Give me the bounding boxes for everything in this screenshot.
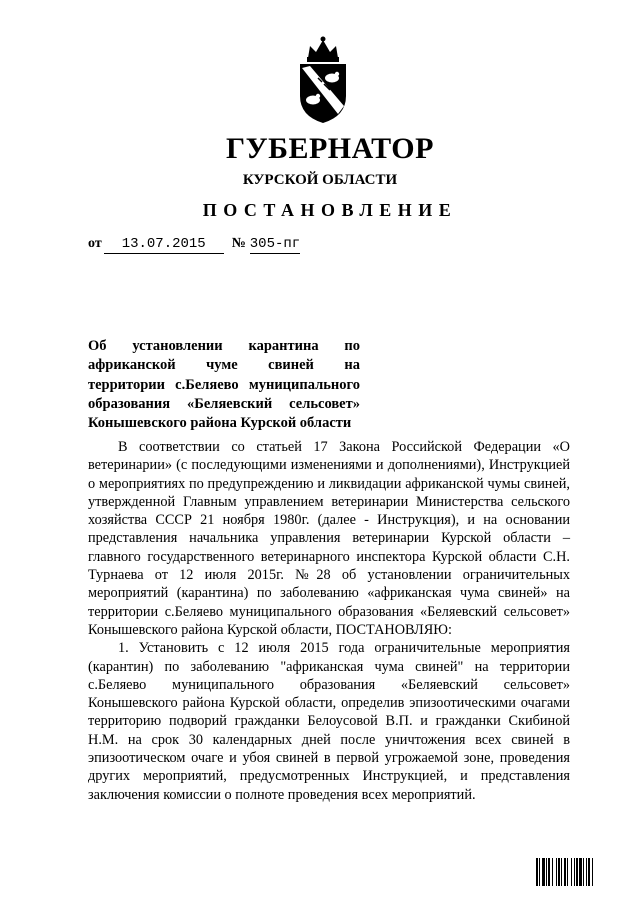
date-value: 13.07.2015: [104, 235, 224, 254]
page-title: ГУБЕРНАТОР: [226, 132, 434, 165]
coat-of-arms-emblem: [288, 34, 358, 126]
body-paragraph: 1. Установить с 12 июля 2015 года ограничительные мероприятия (карантин) по заболеванию "африканская чума свиней" на территории с.Беляево муниципального образования «Беляевский сельсовет» Конышевского района Курской области, определив эпизоотическими очагами территорию подворий гражданки Белоусовой В.П. и гражданки Скибиной Н.М. на срок 30 календарных дней после уничтожения всех свиней в эпизоотическом очаге и убоя свиней в первой угрожаемой зоне, проведения других мероприятий, предусмотренных Инструкцией, и представления заключения комиссии о полноте проведения всех мероприятий.: [88, 640, 570, 803]
region-subtitle: КУРСКОЙ ОБЛАСТИ: [242, 172, 398, 188]
document-meta: [88, 235, 300, 254]
barcode: [536, 858, 616, 886]
document-type: ПОСТАНОВЛЕНИЕ: [202, 200, 458, 220]
document-subject: Об установлении карантина по африканской чуме свиней на территории с.Беляево муниципального образования «Беляевский сельсовет» Конышевского района Курской области: [88, 338, 360, 432]
body-paragraph: В соответствии со статьей 17 Закона Российской Федерации «О ветеринарии» (с последующими изменениями и дополнениями), Инструкцией о мероприятиях по предупреждению и ликвидации африканской чумы свиней, утвержденной Главным управлением ветеринарии Министерства сельского хозяйства СССР 21 ноября 1980г. (далее - Инструкция), и на основании представления начальника управления ветеринарии Курской области – главного государственного ветеринарного инспектора Курской области С.Н. Турнаева от 12 июля 2015г. №28 об установлении ограничительных мероприятий (карантина) по заболеванию «африканская чума свиней» на территории с.Беляево муниципального образования «Беляевский сельсовет» Конышевского района Курской области, ПОСТАНОВЛЯЮ:: [88, 439, 570, 638]
number-value: 305-пг: [249, 236, 301, 252]
number-label: №: [231, 236, 246, 251]
document-body: [88, 438, 570, 804]
barcode-stripe: [593, 858, 594, 886]
date-label: от: [88, 236, 102, 251]
